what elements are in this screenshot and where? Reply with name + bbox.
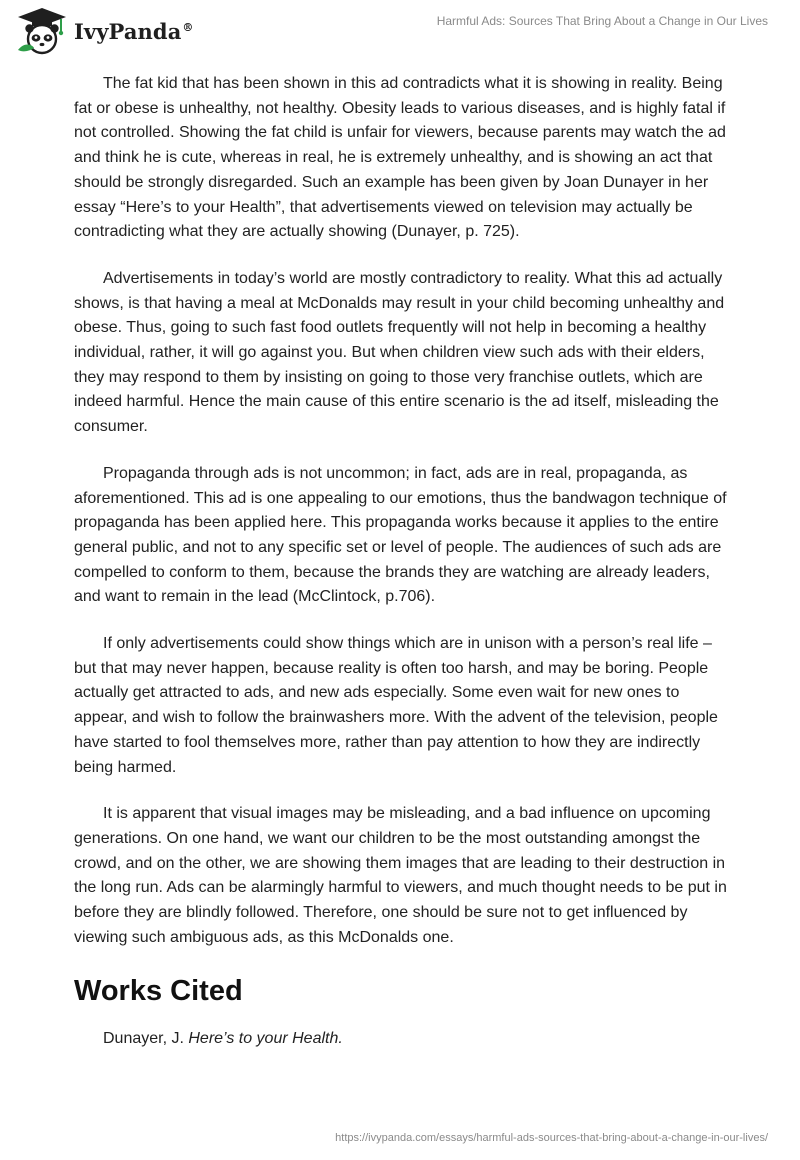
source-url[interactable]: https://ivypanda.com/essays/harmful-ads-sources-that-bring-about-a-change-in-our-lives/ [335,1132,768,1144]
brand-name: IvyPanda® [74,18,194,44]
citation-author: Dunayer, J. [103,1029,189,1047]
works-cited-heading: Works Cited [74,974,243,1007]
graduation-panda-icon [14,6,70,56]
page-header [0,0,800,64]
citation-title: Here’s to your Health. [188,1029,343,1047]
paragraph-1: The fat kid that has been shown in this ad contradicts what it is showing in reality. Being fat or obese is unhealthy, not healthy. Obesity leads to various diseases, and is highly fatal if not controlled. Showing the fat child is unfair for viewers, because parents may watch the ad and think he is cute, whereas in real, he is extremely unhealthy, and is showing an act that should be strongly disregarded. Such an example has been given by Joan Dunayer in her essay “Here’s to your Health”, that advertisements viewed on television may actually be contradicting what they are actually showing (Dunayer, p. 725). [74,75,726,241]
paragraph-2: Advertisements in today’s world are mostly contradictory to reality. What this ad actually shows, is that having a meal at McDonalds may result in your child becoming unhealthy and obese. Thus, going to such fast food outlets frequently will not help in becoming a healthy individual, rather, it will go against you. But when children view such ads with their elders, they may respond to them by insisting on going to those very franchise outlets, which are indeed harmful. Hence the main cause of this entire scenario is the ad itself, misleading the consumer. [74,269,725,436]
brand-logo[interactable] [14,6,194,56]
brand-registered-mark: ® [182,20,194,34]
essay-body [74,72,730,1051]
paragraph-3: Propaganda through ads is not uncommon; in fact, ads are in real, propaganda, as aforementioned. This ad is one appealing to our emotions, thus the bandwagon technique of propaganda has been applied here. This propaganda works because it applies to the entire general public, and not to any specific set or level of people. The audiences of such ads are compelled to conform to them, because the brands they are watching are already leaders, and want to remain in the lead (McClintock, p.706). [74,464,727,606]
document-title: Harmful Ads: Sources That Bring About a Change in Our Lives [436,14,768,28]
citation-entry [74,1027,730,1052]
paragraph-5: It is apparent that visual images may be misleading, and a bad influence on upcoming generations. On one hand, we want our children to be the most outstanding amongst the crowd, and on the other, we are showing them images that are leading to their destruction in the long run. Ads can be alarmingly harmful to viewers, and much thought needs to be put in before they are blindly followed. Therefore, one should be sure not to get influenced by viewing such ambiguous ads, as this McDonalds one. [74,805,727,946]
paragraph-4: If only advertisements could show things which are in unison with a person’s real life – but that may never happen, because reality is often too harsh, and may be boring. People actually get attracted to ads, and new ads especially. Some even wait for new ones to appear, and wish to follow the brainwashers more. With the advent of the television, people have started to fool themselves more, rather than pay attention to how they are indirectly being harmed. [74,635,718,776]
